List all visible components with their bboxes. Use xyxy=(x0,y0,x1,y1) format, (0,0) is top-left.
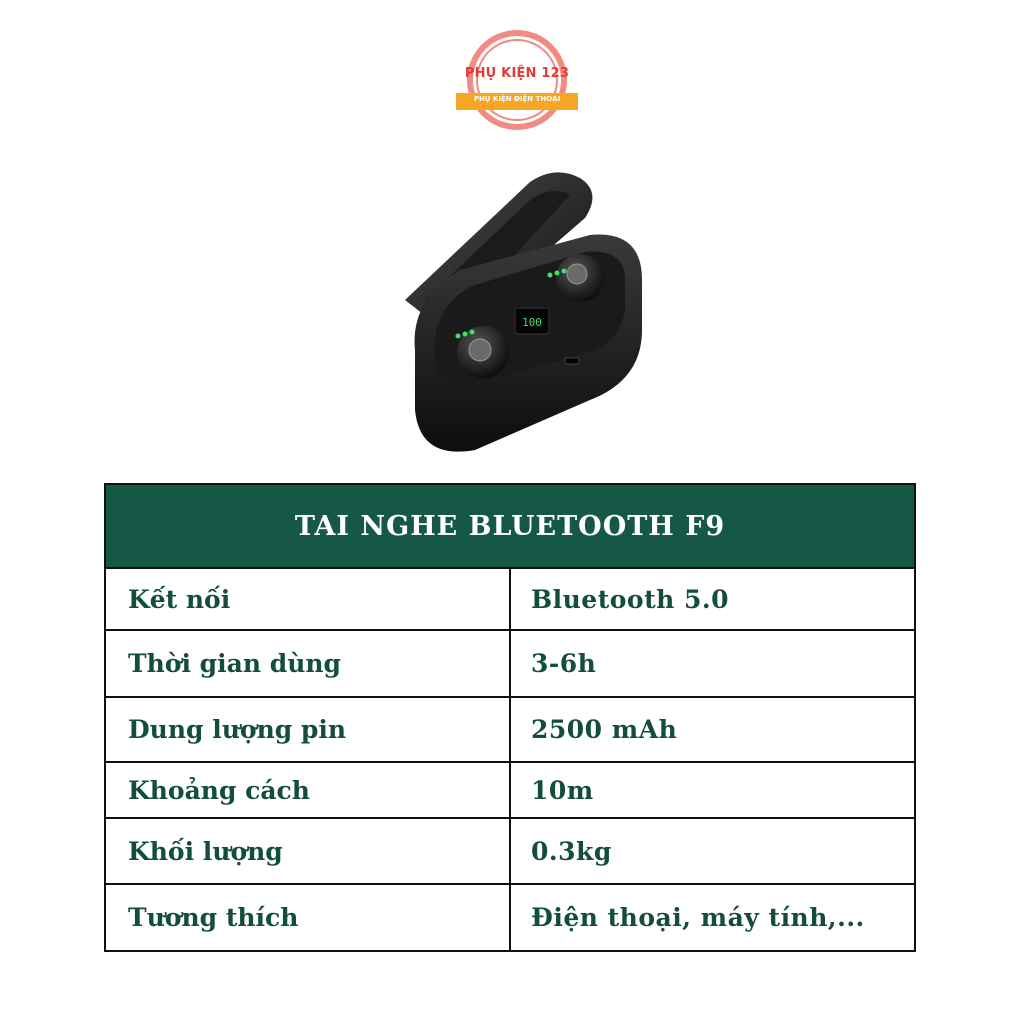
table-row xyxy=(105,818,915,884)
row-value: Điện thoại, máy tính,... xyxy=(510,884,915,951)
table-row xyxy=(105,630,915,697)
row-label: Khoảng cách xyxy=(105,762,510,818)
logo-subtitle: PHỤ KIỆN ĐIỆN THOẠI xyxy=(473,95,561,103)
wireless-earbuds-icon xyxy=(380,160,665,470)
table-row xyxy=(105,762,915,818)
product-image xyxy=(380,160,665,470)
spec-table xyxy=(104,483,916,952)
table-row xyxy=(105,697,915,762)
row-value: Bluetooth 5.0 xyxy=(510,568,915,630)
spec-header-row xyxy=(105,484,915,568)
brand-logo xyxy=(456,26,578,134)
svg-text:100: 100 xyxy=(522,316,542,329)
row-value: 2500 mAh xyxy=(510,697,915,762)
row-label: Dung lượng pin xyxy=(105,697,510,762)
row-value: 10m xyxy=(510,762,915,818)
row-label: Kết nối xyxy=(105,568,510,630)
logo-title: PHỤ KIỆN 123 xyxy=(464,66,570,81)
row-value: 0.3kg xyxy=(510,818,915,884)
spec-title: TAI NGHE BLUETOOTH F9 xyxy=(105,484,915,568)
row-label: Tương thích xyxy=(105,884,510,951)
row-label: Thời gian dùng xyxy=(105,630,510,697)
row-value: 3-6h xyxy=(510,630,915,697)
table-row xyxy=(105,568,915,630)
row-label: Khối lượng xyxy=(105,818,510,884)
table-row xyxy=(105,884,915,951)
